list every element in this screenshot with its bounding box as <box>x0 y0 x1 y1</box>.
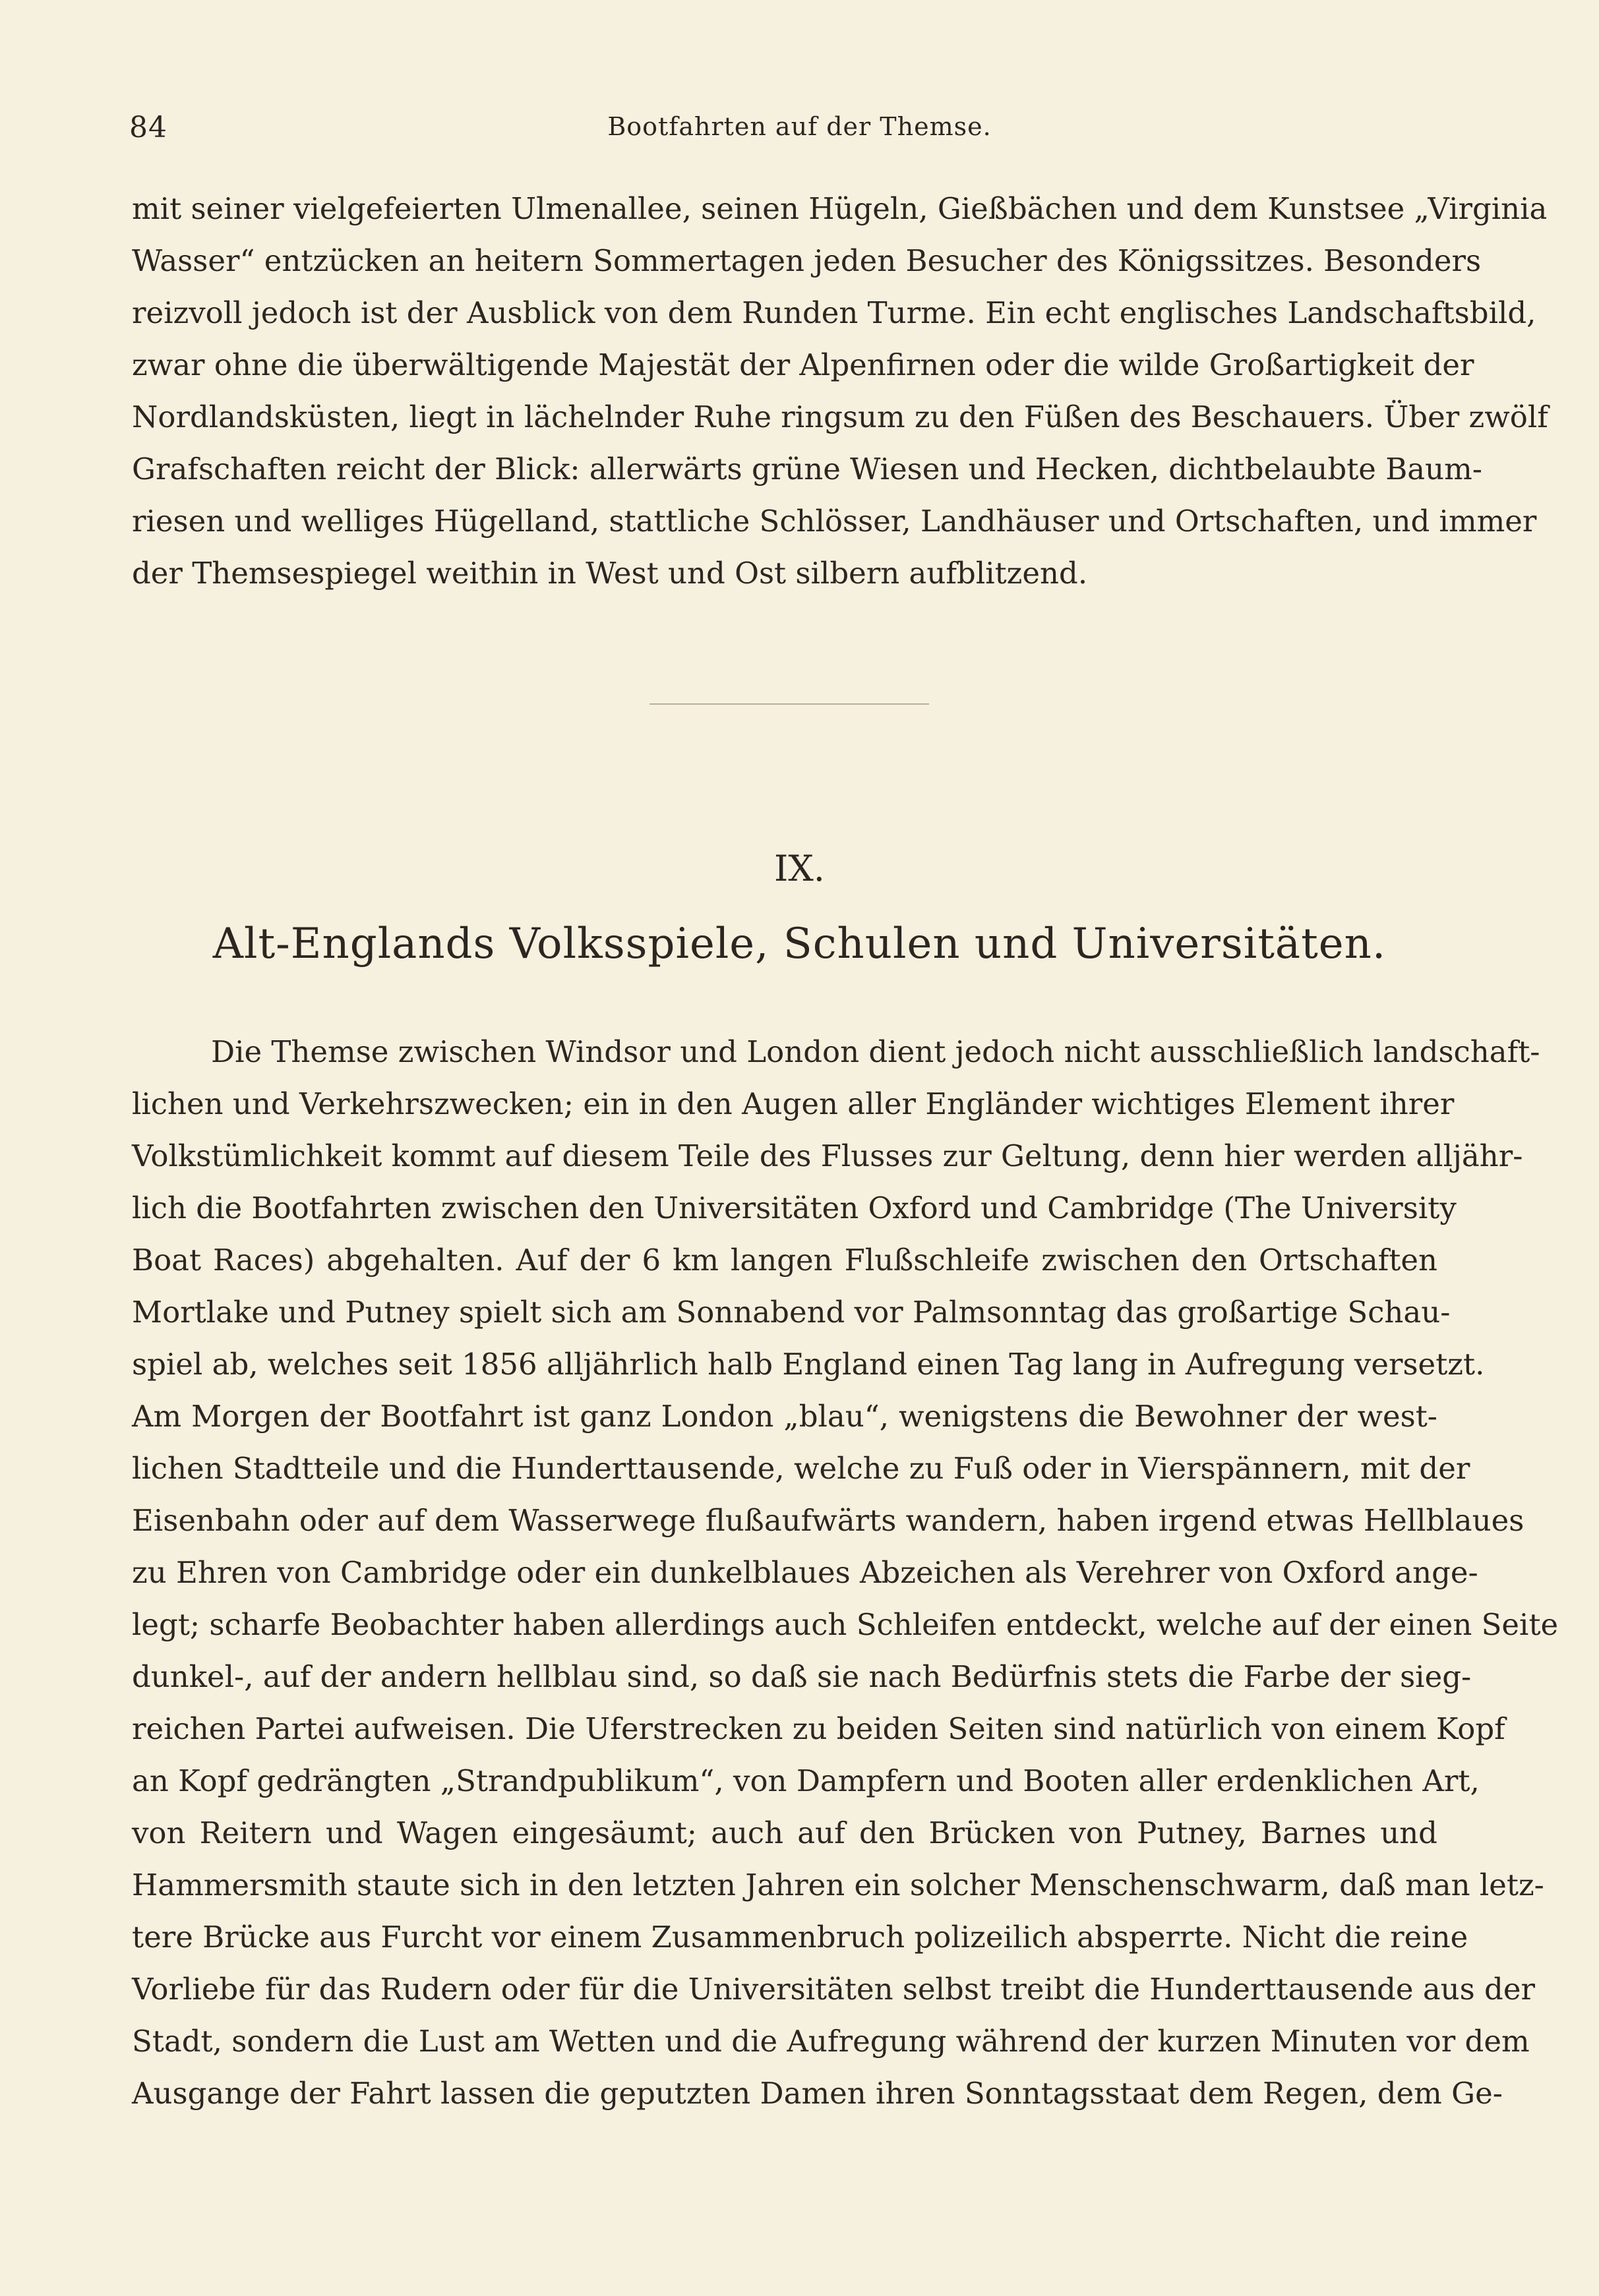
text-line: Hammersmith staute sich in den letzten Jahren ein solcher Menschenschwarm, daß man letz- <box>132 1868 1544 1902</box>
text-line: der Themsespiegel weithin in West und Ost silbern aufblitzend. <box>132 556 1088 591</box>
text-line: Eisenbahn oder auf dem Wasserwege flußaufwärts wandern, haben irgend etwas Hellblaues <box>132 1503 1524 1538</box>
text-line: Die Themse zwischen Windsor und London dient jedoch nicht ausschließlich landschaft- <box>211 1034 1540 1069</box>
text-line: lichen Stadtteile und die Hunderttausende, welche zu Fuß oder in Vierspännern, mit der <box>132 1451 1470 1486</box>
text-line: reichen Partei aufweisen. Die Uferstrecken zu beiden Seiten sind natürlich von einem Kopf <box>132 1711 1505 1746</box>
text-line: reizvoll jedoch ist der Ausblick von dem Runden Turme. Ein echt englisches Landschaftsbild, <box>132 295 1536 330</box>
text-line: Grafschaften reicht der Blick: allerwärts grüne Wiesen und Hecken, dichtbelaubte Baum- <box>132 452 1482 486</box>
text-line: riesen und welliges Hügelland, stattliche Schlösser, Landhäuser und Ortschaften, und immer <box>132 504 1537 539</box>
text-line: Boat Races) abgehalten. Auf der 6 km langen Flußschleife zwischen den Ortschaften <box>132 1243 1437 1278</box>
text-line: legt; scharfe Beobachter haben allerdings auch Schleifen entdeckt, welche auf der einen Seite <box>132 1607 1559 1642</box>
running-title: Bootfahrten auf der Themse. <box>607 112 992 141</box>
text-line: Volkstümlichkeit kommt auf diesem Teile des Flusses zur Geltung, denn hier werden alljähr- <box>132 1138 1523 1173</box>
text-line: lichen und Verkehrszwecken; ein in den Augen aller Engländer wichtiges Element ihrer <box>132 1086 1455 1121</box>
chapter-number: IX. <box>774 848 825 889</box>
text-line: Am Morgen der Bootfahrt ist ganz London „blau“, wenigstens die Bewohner der west- <box>132 1399 1437 1434</box>
text-line: Wasser“ entzücken an heitern Sommertagen jeden Besucher des Königssitzes. Besonders <box>132 243 1482 278</box>
text-line: Vorliebe für das Rudern oder für die Universitäten selbst treibt die Hunderttausende aus der <box>132 1972 1535 2007</box>
text-line: Ausgange der Fahrt lassen die geputzten Damen ihren Sonntagsstaat dem Regen, dem Ge- <box>132 2076 1503 2111</box>
text-line: zu Ehren von Cambridge oder ein dunkelblaues Abzeichen als Verehrer von Oxford ange- <box>132 1555 1478 1590</box>
text-line: an Kopf gedrängten „Strandpublikum“, von Dampfern und Booten aller erdenklichen Art, <box>132 1763 1480 1798</box>
text-line: Mortlake und Putney spielt sich am Sonnabend vor Palmsonntag das großartige Schau- <box>132 1295 1451 1330</box>
text-line: Nordlandsküsten, liegt in lächelnder Ruhe ringsum zu den Füßen des Beschauers. Über zwölf <box>132 399 1548 434</box>
paragraph-continuation <box>132 183 1548 599</box>
section-divider <box>649 703 929 705</box>
text-line: lich die Bootfahrten zwischen den Universitäten Oxford und Cambridge (The University <box>132 1191 1457 1225</box>
text-line: zwar ohne die überwältigende Majestät der Alpenfirnen oder die wilde Großartigkeit der <box>132 347 1474 382</box>
text-line: spiel ab, welches seit 1856 alljährlich halb England einen Tag lang in Aufregung versetzt. <box>132 1347 1485 1382</box>
text-line: von Reitern und Wagen eingesäumt; auch auf den Brücken von Putney, Barnes und <box>132 1815 1437 1850</box>
text-line: mit seiner vielgefeierten Ulmenallee, seinen Hügeln, Gießbächen und dem Kunstsee „Virginia <box>132 191 1548 226</box>
text-line: Stadt, sondern die Lust am Wetten und die Aufregung während der kurzen Minuten vor dem <box>132 2024 1530 2059</box>
chapter-title: Alt-Englands Volksspiele, Schulen und Universitäten. <box>212 920 1387 968</box>
page-number: 84 <box>129 111 167 144</box>
chapter-paragraph <box>132 1026 1559 2119</box>
text-line: tere Brücke aus Furcht vor einem Zusammenbruch polizeilich absperrte. Nicht die reine <box>132 1920 1468 1955</box>
text-line: dunkel-, auf der andern hellblau sind, so daß sie nach Bedürfnis stets die Farbe der sieg- <box>132 1659 1472 1694</box>
